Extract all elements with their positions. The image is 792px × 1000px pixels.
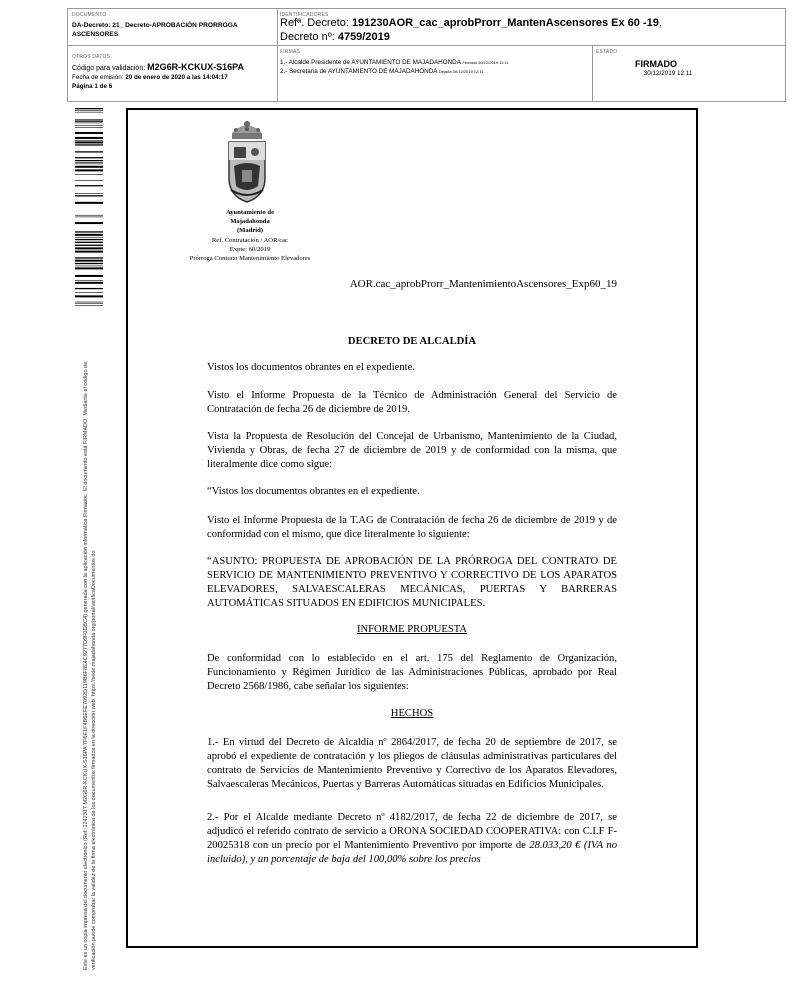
paragraph-3: Vista la Propuesta de Resolución del Concejal de Urbanismo, Mantenimiento de la Ciudad, Vivienda y Obras, de fecha 27 de diciembre de 2019 y de conformidad con la misma, que literalmente dice como sigue: <box>207 431 617 470</box>
barcode-bar <box>75 108 103 109</box>
emission-date <box>72 74 228 81</box>
barcode-bar <box>75 193 103 194</box>
barcode-bar <box>75 302 103 303</box>
documento-cell <box>68 9 278 46</box>
barcode-bar <box>75 260 103 262</box>
otros-datos-cell <box>68 45 278 101</box>
barcode-bar <box>75 169 103 171</box>
hecho-2-text: 2.- Por el Alcalde mediante Decreto nº 4182/2017, de fecha 22 de diciembre de 2017, se adjudicó el referido contrato de servicio a ORONA SOCIEDAD COOPERATIVA: con C.I.F F-20025318 con un precio por el Mantenimiento Preventivo por importe de <box>207 812 617 851</box>
barcode-bar <box>75 141 103 143</box>
hecho-2 <box>207 811 617 867</box>
barcode-bar <box>75 239 103 240</box>
documento-value: DA-Decreto: 21_ Decreto-APROBACIÓN PRORROGA ASCENSORES <box>72 22 238 38</box>
barcode-bar <box>75 245 103 246</box>
barcode-bar <box>75 292 103 293</box>
firmas-cell <box>277 45 593 101</box>
barcode-bar <box>75 202 103 204</box>
signature-header <box>67 8 786 102</box>
paragraph-2: Visto el Informe Propuesta de la Técnico de Administración General del Servicio de Contratación de fecha 26 de diciembre de 2019. <box>207 390 617 415</box>
barcode-bar <box>75 217 103 218</box>
barcode-bar <box>75 288 103 289</box>
barcode-bar <box>75 295 103 297</box>
barcode-bar <box>75 263 103 264</box>
estado-label: ESTADO <box>596 49 618 55</box>
fecha-prefix: Fecha de emisión: <box>72 74 124 81</box>
barcode-bar <box>75 180 103 181</box>
barcode-bar <box>75 162 103 163</box>
hecho-2-italic: 28.033,20 € (IVA no incluido), y un porcentaje de baja del 100,00% sobre los precios <box>207 840 617 865</box>
status-badge: FIRMADO <box>635 59 677 69</box>
signer-1 <box>280 59 509 66</box>
hecho-1: 1.- En virtud del Decreto de Alcaldía nº 2864/2017, de fecha 20 de septiembre de 2017, se aprobó el expediente de contratación y los pliegos de cláusulas administrativas particulares del contrato de Servicios de Mantenimiento Preventivo y Correctivo de los Aparatos Elevadores, Salvaescaleras Mecánicos, Puertas y Barreras Automáticas situadas en Edificios Municipales. <box>207 737 617 790</box>
side-verification-text-1: Este es un copia impresa del documento electrónico (Ref: 1242317 M2G6R-KCKUX-S16PA 7F6E1F4B6EFE7092D119B6F8E4C9277D9F0DBC4) generada con la aplicación informática Firmadoc. El documento está FIRMADO. Mediante el código de <box>83 361 89 970</box>
side-verification-text-2: verificación puede comprobar la validez de la firma electrónica de los documentos firmados en la dirección web: https://sede.majadahonda.org/portal/verificaDocumentos.do <box>91 550 97 970</box>
signer-2-date: Dejarla 30/12/2019 12:11 <box>438 69 484 74</box>
barcode-bar <box>75 266 103 267</box>
identificadores-label: IDENTIFICADORES <box>280 12 329 18</box>
paragraph-7: De conformidad con lo establecido en el art. 175 del Reglamento de Organización, Funcionamiento y Régimen Jurídico de las Administraciones Públicas, aprobado por Real Decreto 2568/1986, cabe señalar los siguientes: <box>207 653 617 692</box>
barcode-bar <box>75 120 103 121</box>
barcode-bar <box>75 282 103 284</box>
barcode-bar <box>75 185 103 186</box>
documento-label: DOCUMENTO <box>72 12 107 18</box>
barcode-bar <box>75 164 103 165</box>
ref-prefix: Refª. Decreto: <box>280 17 349 29</box>
barcode-bar <box>75 303 103 304</box>
barcode-bar <box>75 157 103 158</box>
barcode-bar <box>75 132 103 134</box>
barcode-bar <box>75 237 103 238</box>
identificadores-cell <box>277 9 785 46</box>
status-date: 30/12/2019 12:11 <box>643 70 693 77</box>
fecha-value: 20 de enero de 2020 a las 14:04:17 <box>125 74 228 81</box>
barcode-bar <box>75 231 103 232</box>
signer-1-role: 1.- Alcalde Presidente de AYUNTAMIENTO DE MAJADAHONDA <box>280 59 461 66</box>
coat-of-arms-icon <box>222 120 272 205</box>
letterhead-line-1: Ayuntamiento de <box>225 209 275 216</box>
decree-reference <box>280 16 680 44</box>
signer-1-date: Firmado 30/12/2019 11:11 <box>462 60 509 65</box>
document-reference: AOR.cac_aprobProrr_MantenimientoAscensores_Exp60_19 <box>349 278 617 290</box>
codigo-value: M2G6R-KCKUX-S16PA <box>147 62 244 72</box>
informe-propuesta-heading: INFORME PROPUESTA <box>356 624 468 635</box>
decree-title: DECRETO DE ALCALDÍA <box>347 336 477 347</box>
barcode-bar <box>75 151 103 152</box>
hechos-heading: HECHOS <box>390 708 434 719</box>
firmas-label: FIRMAS <box>280 49 301 55</box>
barcode <box>75 108 103 308</box>
ref-value: 191230AOR_cac_aprobProrr_MantenAscensores Ex 60 -19 <box>351 17 659 29</box>
barcode-bar <box>75 215 103 216</box>
paragraph-1: Vistos los documentos obrantes en el expediente. <box>207 362 415 373</box>
barcode-bar <box>75 305 103 306</box>
estado-cell <box>592 45 785 101</box>
paragraph-4: “Vistos los documentos obrantes en el expediente. <box>207 486 420 497</box>
letterhead-line-2: Majadahonda <box>230 218 270 225</box>
validation-code <box>72 62 244 72</box>
signer-2-role: 2.- Secretaria de AYUNTAMIENTO DE MAJADAHONDA <box>280 68 438 75</box>
barcode-bar <box>75 222 103 224</box>
barcode-bar <box>75 123 103 124</box>
barcode-bar <box>75 251 103 253</box>
barcode-bar <box>75 160 103 161</box>
barcode-bar <box>75 195 103 196</box>
barcode-bar <box>75 234 103 236</box>
barcode-bar <box>75 174 103 175</box>
barcode-bar <box>75 275 103 277</box>
letterhead-line-5: Expte: 60/2019 <box>229 246 271 253</box>
letterhead-line-4: Ref. Contratación / AOR/cac <box>211 237 289 244</box>
barcode-bar <box>75 119 103 120</box>
barcode-bar <box>75 247 103 249</box>
barcode-bar <box>75 110 103 111</box>
barcode-bar <box>75 144 103 145</box>
otros-datos-label: OTROS DATOS <box>72 54 111 60</box>
barcode-bar <box>75 125 103 126</box>
letterhead-line-3: (Madrid) <box>236 227 263 234</box>
barcode-bar <box>75 166 103 168</box>
page-count: Página 1 de 6 <box>72 83 113 90</box>
barcode-bar <box>75 127 103 128</box>
decreto-number: 4759/2019 <box>337 31 390 43</box>
barcode-bar <box>75 267 103 269</box>
barcode-bar <box>75 257 103 258</box>
paragraph-5: Visto el Informe Propuesta de la T.AG de Contratación de fecha 26 de diciembre de 2019 y de conformidad con el mismo, que dice literalmente lo siguiente: <box>207 515 617 540</box>
codigo-prefix: Código para validación: <box>72 65 146 72</box>
barcode-bar <box>75 280 103 281</box>
barcode-bar <box>75 140 103 141</box>
barcode-bar <box>75 137 103 139</box>
letterhead-line-6: Prórroga Contrato Mantenimiento Elevadores <box>189 255 311 262</box>
asunto-paragraph: “ASUNTO: PROPUESTA DE APROBACIÓN DE LA PRÓRROGA DEL CONTRATO DE SERVICIO DE MANTENIMIENTO PREVENTIVO Y CORRECTIVO DE LOS APARATOS ELEVADORES, SALVAESCALERAS MECÁNICAS, PUERTAS Y BARRERAS AUTOMÁTICAS SITUADOS EN EDIFICIOS MUNICIPALES. <box>207 556 617 609</box>
decreto-prefix: , Decreto nº: <box>280 17 662 43</box>
signer-2 <box>280 68 484 75</box>
barcode-bar <box>75 112 103 113</box>
barcode-bar <box>75 242 103 243</box>
